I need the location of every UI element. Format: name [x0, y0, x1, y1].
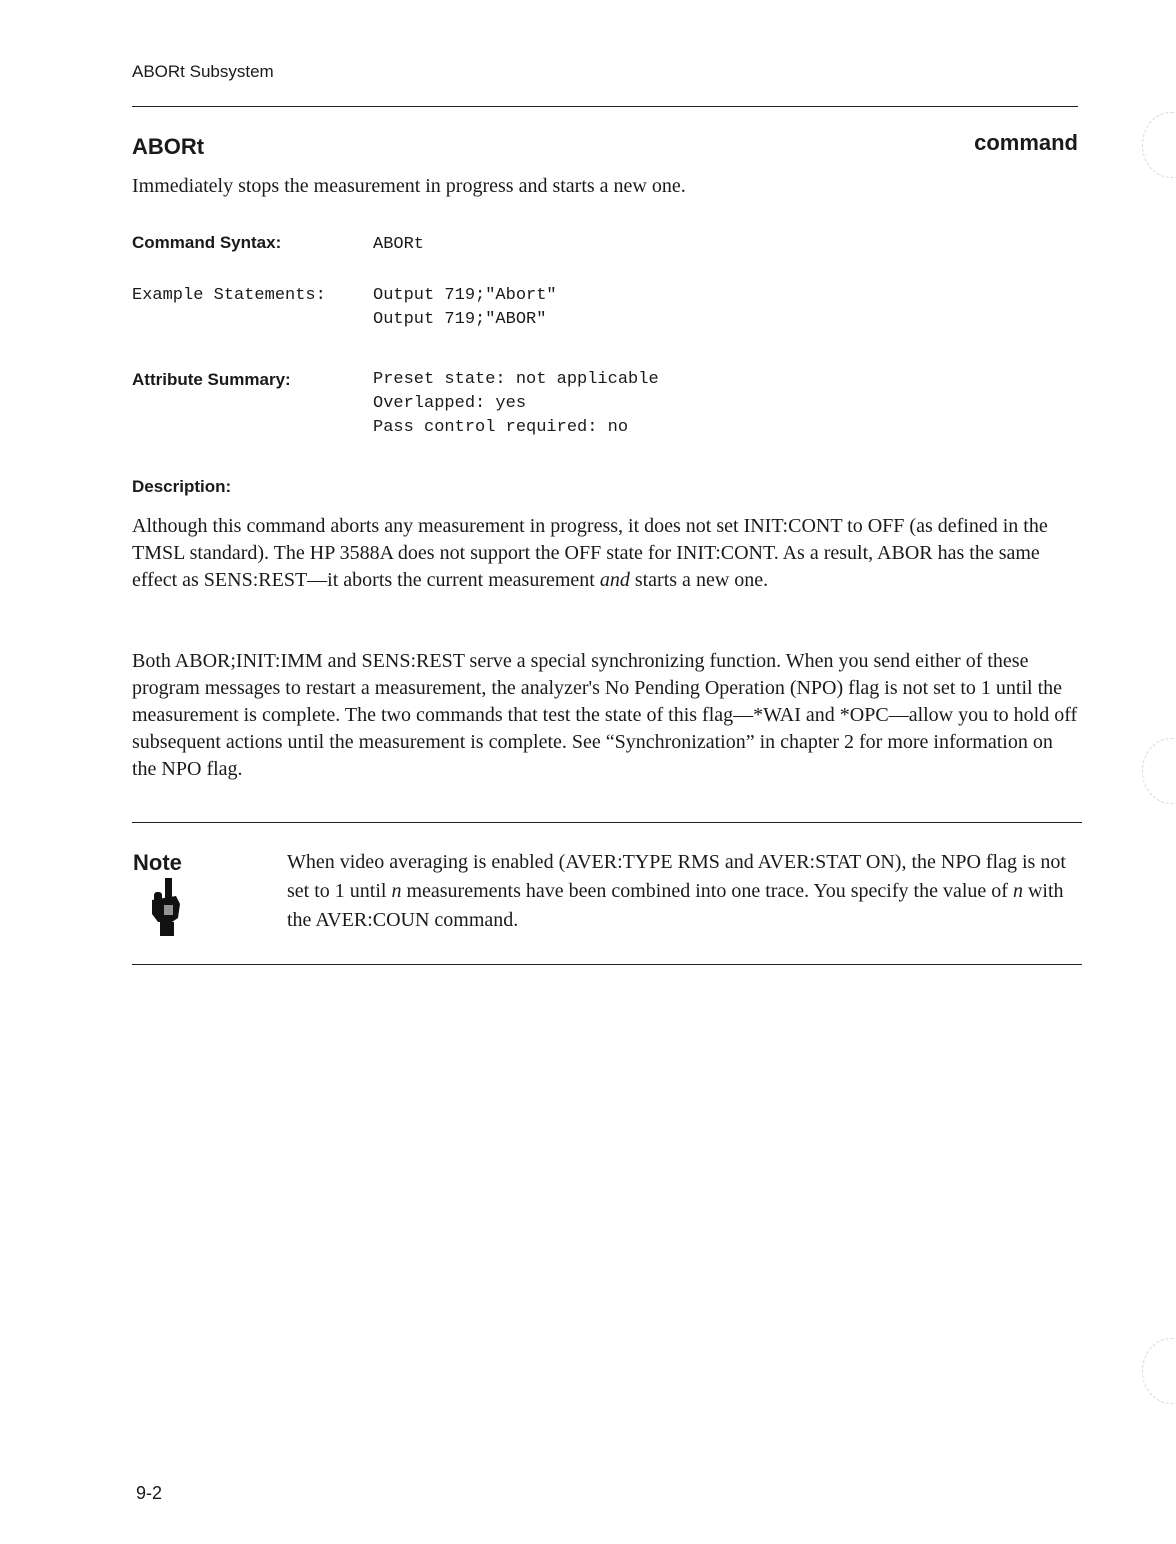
binder-hole — [1142, 738, 1176, 804]
example-line: Output 719;"ABOR" — [373, 310, 547, 329]
attribute-line: Overlapped: yes — [373, 394, 527, 413]
header-rule — [132, 106, 1078, 107]
note-label: Note — [133, 850, 182, 875]
attribute-line: Preset state: not applicable — [373, 370, 659, 389]
attribute-summary — [373, 368, 659, 440]
attribute-summary-label: Attribute Summary: — [132, 370, 291, 389]
note-bottom-rule — [132, 964, 1082, 965]
syntax-label: Command Syntax: — [132, 233, 282, 252]
note-text: When video averaging is enabled (AVER:TYPE RMS and AVER:STAT ON), the NPO flag is not set to 1 until n measurements have been combined into one trace. You specify the value of n with the AVER:COUN command. — [287, 851, 1066, 931]
page-number: 9-2 — [136, 1483, 163, 1503]
description-label: Description: — [132, 477, 232, 496]
command-title: ABORt — [132, 134, 205, 159]
description-paragraph-1: Although this command aborts any measurement in progress, it does not set INIT:CONT to OFF (as defined in the TMSL standard). The HP 3588A does not support the OFF state for INIT:CONT. As a result, ABOR has the same effect as SENS:REST—it aborts the current measurement and starts a new one. — [132, 515, 1048, 591]
command-summary: Immediately stops the measurement in progress and starts a new one. — [132, 175, 686, 197]
binder-hole — [1142, 112, 1176, 178]
syntax-value: ABORt — [373, 235, 425, 254]
attribute-line: Pass control required: no — [373, 418, 629, 437]
example-line: Output 719;"Abort" — [373, 286, 557, 305]
command-type-label: command — [974, 130, 1078, 155]
running-head: ABORt Subsystem — [132, 62, 274, 81]
example-statements-label: Example Statements: — [132, 286, 326, 305]
pointing-hand-icon — [146, 878, 186, 936]
note-top-rule — [132, 822, 1082, 823]
example-statements — [373, 284, 557, 332]
binder-hole — [1142, 1338, 1176, 1404]
description-paragraph-2: Both ABOR;INIT:IMM and SENS:REST serve a special synchronizing function. When you send either of these program messages to restart a measurement, the analyzer's No Pending Operation (NPO) flag is not set to 1 until the measurement is complete. The two commands that test the state of this flag—*WAI and *OPC—allow you to hold off subsequent actions until the measurement is complete. See “Synchronization” in chapter 2 for more information on the NPO flag. — [132, 650, 1078, 780]
